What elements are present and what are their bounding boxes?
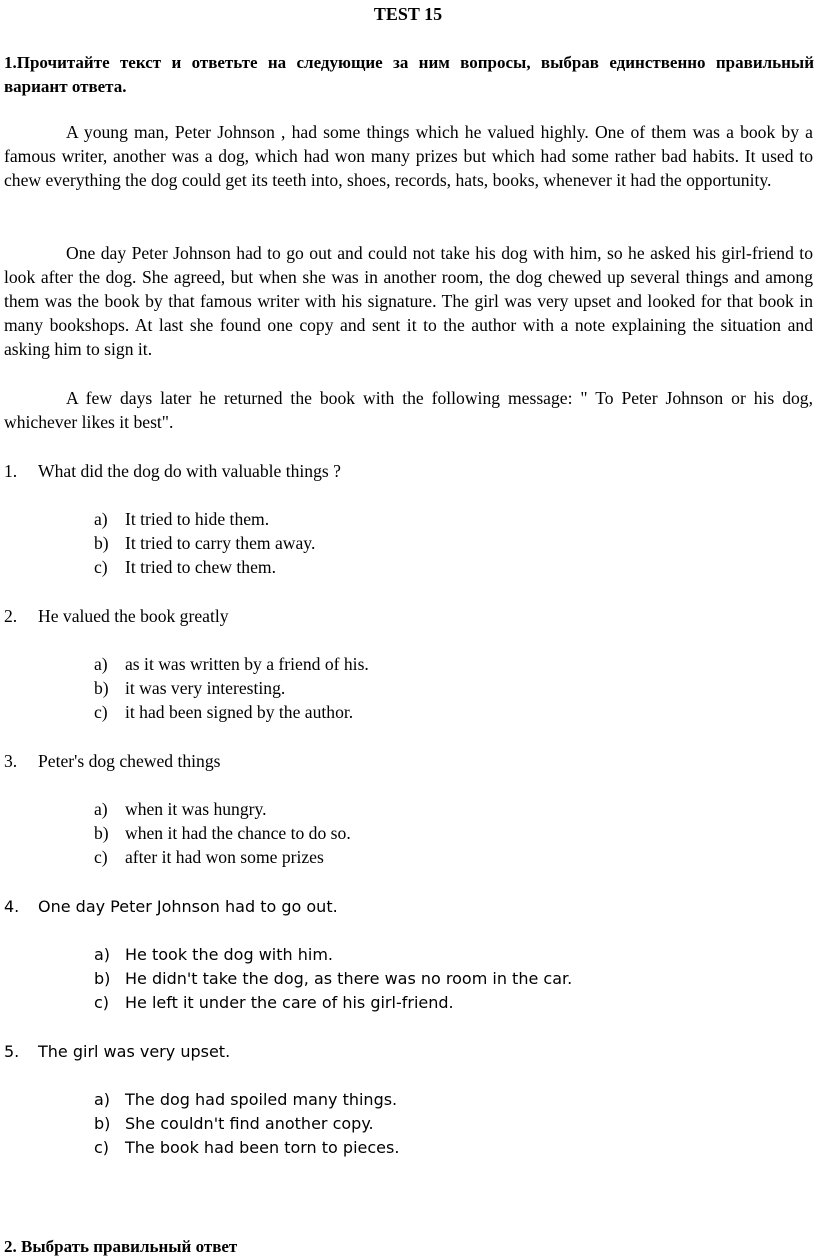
option-text: He left it under the care of his girl-friend. (125, 993, 454, 1012)
question (4, 459, 341, 483)
option-text: The book had been torn to pieces. (125, 1138, 400, 1157)
answer-options (94, 797, 351, 869)
option-letter: a) (94, 509, 108, 529)
option-letter: a) (94, 1090, 111, 1109)
question (4, 749, 221, 773)
option-letter: c) (94, 1138, 110, 1157)
option-text: when it was hungry. (125, 799, 267, 819)
option-letter: b) (94, 969, 111, 988)
answer-option[interactable] (94, 943, 572, 967)
text-paragraph: One day Peter Johnson had to go out and could not take his dog with him, so he asked his girl-friend to look after the dog. She agreed, but when she was in another room, the dog chewed up several things and among them was the book by that famous writer with his signature. The girl was very upset and looked for that book in many bookshops. At last she found one copy and sent it to the author with a note explaining the situation and asking him to sign it. (4, 243, 813, 359)
answer-option[interactable] (94, 845, 351, 869)
question-text: Peter's dog chewed things (38, 751, 221, 771)
option-text: He took the dog with him. (125, 945, 333, 964)
option-letter: c) (94, 847, 108, 867)
question-text: What did the dog do with valuable things ? (38, 461, 341, 481)
question-number: 5. (4, 1042, 20, 1061)
answer-options (94, 1088, 399, 1160)
answer-option[interactable] (94, 967, 572, 991)
answer-option[interactable] (94, 991, 572, 1015)
question (4, 1040, 230, 1064)
question (4, 604, 229, 628)
question-number: 4. (4, 897, 20, 916)
text-paragraph: A young man, Peter Johnson , had some things which he valued highly. One of them was a book by a famous writer, another was a dog, which had won many prizes but which had some rather bad habits. It used to chew everything the dog could get its teeth into, shoes, records, hats, books, whenever it had the opportunity. (4, 122, 813, 190)
answer-option[interactable] (94, 1136, 399, 1160)
option-text: as it was written by a friend of his. (125, 654, 369, 674)
option-text: it had been signed by the author. (125, 702, 354, 722)
page-title: TEST 15 (373, 4, 443, 24)
answer-option[interactable] (94, 531, 315, 555)
option-letter: c) (94, 557, 108, 577)
answer-option[interactable] (94, 507, 315, 531)
option-letter: b) (94, 823, 109, 843)
section-heading: 2. Выбрать правильный ответ (4, 1237, 238, 1256)
answer-option[interactable] (94, 555, 315, 579)
option-letter: a) (94, 945, 111, 964)
answer-option[interactable] (94, 700, 369, 724)
answer-option[interactable] (94, 821, 351, 845)
option-text: She couldn't find another copy. (125, 1114, 374, 1133)
question-text: He valued the book greatly (38, 606, 229, 626)
option-letter: c) (94, 702, 108, 722)
answer-options (94, 943, 572, 1015)
question-text: One day Peter Johnson had to go out. (38, 897, 338, 916)
question-number: 1. (4, 461, 18, 481)
option-letter: c) (94, 993, 110, 1012)
option-text: He didn't take the dog, as there was no room in the car. (125, 969, 573, 988)
option-letter: b) (94, 678, 109, 698)
question-text: The girl was very upset. (38, 1042, 231, 1061)
answer-options (94, 507, 315, 579)
question-number: 2. (4, 606, 18, 626)
question-number: 3. (4, 751, 18, 771)
option-text: after it had won some prizes (125, 847, 324, 867)
option-letter: b) (94, 533, 109, 553)
option-text: it was very interesting. (125, 678, 286, 698)
option-text: when it had the chance to do so. (125, 823, 351, 843)
answer-option[interactable] (94, 652, 369, 676)
task-instruction: 1.Прочитайте текст и ответьте на следующие за ним вопросы, выбрав единственно правильный вариант ответа. (4, 53, 814, 96)
answer-option[interactable] (94, 676, 369, 700)
text-paragraph: A few days later he returned the book with the following message: " To Peter Johnson or his dog, whichever likes it best". (4, 388, 813, 432)
option-text: It tried to hide them. (125, 509, 270, 529)
option-letter: b) (94, 1114, 111, 1133)
option-letter: a) (94, 799, 108, 819)
option-text: It tried to carry them away. (125, 533, 316, 553)
option-text: The dog had spoiled many things. (125, 1090, 398, 1109)
answer-option[interactable] (94, 1112, 399, 1136)
answer-option[interactable] (94, 797, 351, 821)
question (4, 895, 338, 919)
answer-options (94, 652, 369, 724)
option-letter: a) (94, 654, 108, 674)
answer-option[interactable] (94, 1088, 399, 1112)
option-text: It tried to chew them. (125, 557, 276, 577)
